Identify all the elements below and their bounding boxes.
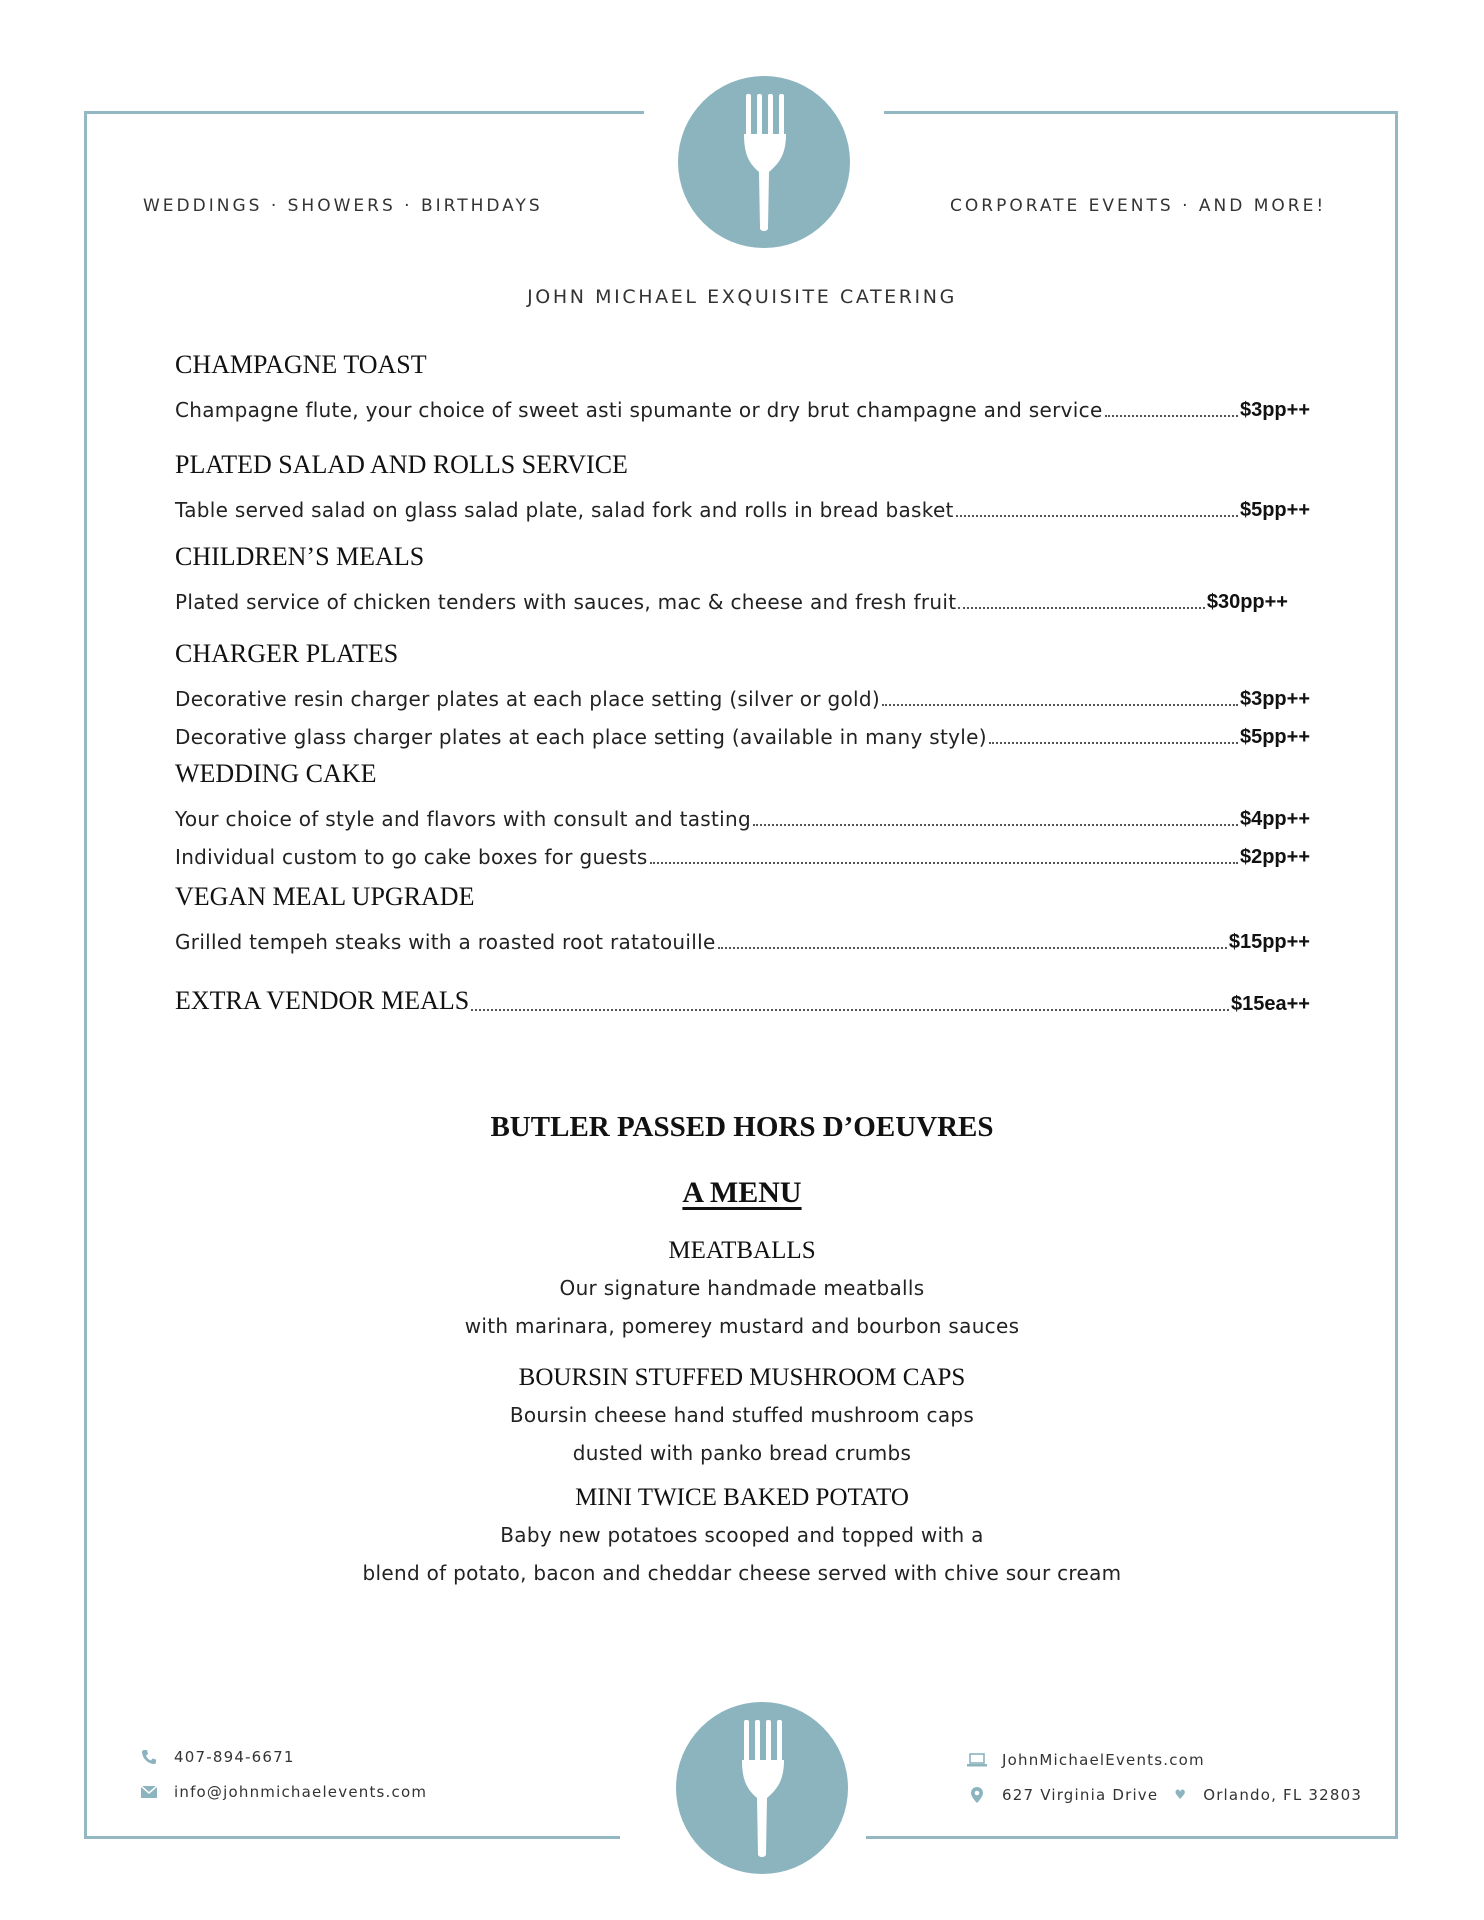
item-desc: Individual custom to go cake boxes for guests xyxy=(175,845,648,869)
dish-title: MINI TWICE BAKED POTATO xyxy=(575,1484,909,1511)
bottom-logo xyxy=(676,1702,848,1874)
item-champagne-toast xyxy=(175,350,1310,422)
contact-phone[interactable] xyxy=(138,1748,295,1766)
street-text: 627 Virginia Drive xyxy=(1002,1786,1159,1804)
item-wedding-cake xyxy=(175,759,1310,869)
city-text: Orlando, FL 32803 xyxy=(1203,1786,1363,1804)
dish-line: Our signature handmade meatballs xyxy=(559,1276,925,1300)
tagline-left: WEDDINGS · SHOWERS · BIRTHDAYS xyxy=(143,196,543,216)
fork-icon xyxy=(676,1702,848,1874)
contact-address xyxy=(966,1786,1362,1804)
frame-bottom-left xyxy=(84,1836,620,1839)
location-pin-icon xyxy=(966,1786,988,1804)
item-desc: Your choice of style and flavors with consult and tasting xyxy=(175,807,751,831)
dish-title: MEATBALLS xyxy=(668,1237,816,1264)
frame-top-right xyxy=(884,111,1398,114)
item-price: $3pp++ xyxy=(1239,688,1310,710)
hors-heading: BUTLER PASSED HORS D’OEUVRES xyxy=(490,1111,994,1143)
item-childrens-meals xyxy=(175,542,1310,614)
item-charger-plates xyxy=(175,639,1310,749)
dot-leader xyxy=(718,947,1227,949)
item-price: $15pp++ xyxy=(1228,931,1310,953)
price-row xyxy=(175,711,1310,749)
fork-icon xyxy=(678,76,850,248)
item-desc: Champagne flute, your choice of sweet asti spumante or dry brut champagne and service xyxy=(175,398,1103,422)
heart-icon: ♥ xyxy=(1174,1787,1188,1803)
website-text: JohnMichaelEvents.com xyxy=(1002,1751,1205,1769)
dot-leader xyxy=(650,862,1238,864)
item-title: EXTRA VENDOR MEALS xyxy=(175,986,470,1015)
item-title: CHARGER PLATES xyxy=(175,639,399,668)
item-title: VEGAN MEAL UPGRADE xyxy=(175,882,475,911)
dish-line: dusted with panko bread crumbs xyxy=(572,1441,912,1465)
dot-leader xyxy=(882,704,1238,706)
dish-line: blend of potato, bacon and cheddar cheese served with chive sour cream xyxy=(362,1561,1122,1585)
price-row xyxy=(175,384,1310,422)
item-title: PLATED SALAD AND ROLLS SERVICE xyxy=(175,450,628,479)
price-row xyxy=(175,831,1310,869)
item-title: WEDDING CAKE xyxy=(175,759,377,788)
top-logo xyxy=(678,76,850,248)
item-desc: Table served salad on glass salad plate, salad fork and rolls in bread basket xyxy=(175,498,954,522)
contact-website[interactable] xyxy=(966,1751,1205,1769)
item-desc: Decorative resin charger plates at each place setting (silver or gold) xyxy=(175,687,880,711)
company-name: JOHN MICHAEL EXQUISITE CATERING xyxy=(527,286,957,308)
item-vegan-upgrade xyxy=(175,882,1310,954)
price-row xyxy=(175,793,1310,831)
dish-line: Baby new potatoes scooped and topped with a xyxy=(500,1523,984,1547)
phone-icon xyxy=(138,1748,160,1766)
item-price: $30pp++ xyxy=(1206,591,1288,613)
dot-leader xyxy=(1105,415,1238,417)
mail-icon xyxy=(138,1783,160,1801)
price-row xyxy=(175,576,1288,614)
item-desc: Plated service of chicken tenders with sauces, mac & cheese and fresh fruit xyxy=(175,590,957,614)
item-desc: Grilled tempeh steaks with a roasted root ratatouille xyxy=(175,930,716,954)
item-price: $3pp++ xyxy=(1239,399,1310,421)
phone-text: 407-894-6671 xyxy=(174,1748,295,1766)
frame-top-left xyxy=(84,111,644,114)
menu-label-wrap xyxy=(0,1176,1484,1210)
dot-leader xyxy=(958,607,1204,609)
dot-leader xyxy=(753,824,1238,826)
item-price: $4pp++ xyxy=(1239,808,1310,830)
dish-line: Boursin cheese hand stuffed mushroom caps xyxy=(509,1403,975,1427)
frame-bottom-right xyxy=(866,1836,1398,1839)
item-plated-salad xyxy=(175,450,1310,522)
laptop-icon xyxy=(966,1751,988,1769)
tagline-right: CORPORATE EVENTS · AND MORE! xyxy=(950,196,1327,216)
dot-leader xyxy=(989,742,1238,744)
menu-label: A MENU xyxy=(682,1176,802,1209)
price-row xyxy=(175,978,1310,1016)
dish-line: with marinara, pomerey mustard and bourbon sauces xyxy=(464,1314,1020,1338)
price-row xyxy=(175,484,1310,522)
item-title: CHILDREN’S MEALS xyxy=(175,542,425,571)
dot-leader xyxy=(956,515,1238,517)
dot-leader xyxy=(471,1009,1229,1011)
price-row xyxy=(175,916,1310,954)
contact-email[interactable] xyxy=(138,1783,427,1801)
price-row xyxy=(175,673,1310,711)
email-text: info@johnmichaelevents.com xyxy=(174,1783,428,1801)
item-price: $15ea++ xyxy=(1231,993,1310,1015)
item-desc: Decorative glass charger plates at each place setting (available in many style) xyxy=(175,725,987,749)
item-price: $5pp++ xyxy=(1239,499,1310,521)
dish-title: BOURSIN STUFFED MUSHROOM CAPS xyxy=(518,1364,966,1391)
item-extra-vendor-meals xyxy=(175,978,1310,1016)
item-title: CHAMPAGNE TOAST xyxy=(175,350,427,379)
item-price: $5pp++ xyxy=(1239,726,1310,748)
item-price: $2pp++ xyxy=(1239,846,1310,868)
